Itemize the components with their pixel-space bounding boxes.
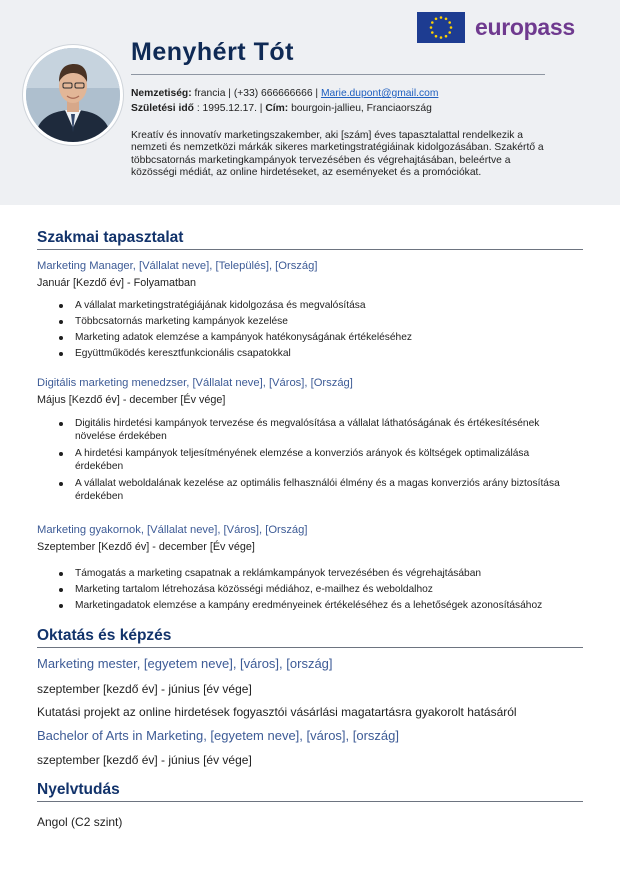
section-divider (37, 647, 583, 648)
job-title: Digitális marketing menedzser, [Vállalat neve], [Város], [Ország] (37, 377, 353, 389)
language-item: Angol (C2 szint) (37, 815, 123, 829)
nationality-label: Nemzetiség: (131, 88, 192, 99)
person-photo-icon (26, 48, 120, 142)
europass-logo: europass (475, 14, 575, 40)
avatar (26, 48, 120, 142)
job-date: Január [Kezdő év] - Folyamatban (37, 277, 197, 289)
job-title: Marketing Manager, [Vállalat neve], [Település], [Ország] (37, 260, 318, 272)
list-item: Marketing adatok elemzése a kampányok hatékonyságának értékeléséhez (37, 331, 577, 344)
profile-photo (23, 45, 123, 145)
list-item: Együttműködés keresztfunkcionális csapatokkal (37, 347, 577, 360)
list-item: Marketing tartalom létrehozása közösségi médiához, e-mailhez és weboldalhoz (37, 583, 577, 596)
name-divider (131, 74, 545, 75)
email-link[interactable]: Marie.dupont@gmail.com (320, 88, 439, 99)
education-date: szeptember [kezdő év] - június [év vége] (37, 753, 252, 767)
education-degree: Marketing mester, [egyetem neve], [város], [ország] (37, 656, 333, 671)
list-item: Többcsatornás marketing kampányok kezelése (37, 315, 577, 328)
job-title: Marketing gyakornok, [Vállalat neve], [Város], [Ország] (37, 524, 308, 536)
list-item: A hirdetési kampányok teljesítményének elemzése a konverziós arányok és költségek optimalizálása érdekében (37, 447, 567, 473)
section-title-languages: Nyelvtudás (37, 781, 120, 798)
nationality-phone: francia | (+33) 666666666 | (191, 88, 321, 99)
eu-flag-icon (417, 12, 465, 43)
list-item: A vállalat weboldalának kezelése az optimális felhasználói élmény és a magas konverziós arány biztosítása érdekében (37, 477, 567, 503)
address-label: Cím: (265, 103, 289, 114)
job-bullets (37, 299, 577, 360)
contact-line-1 (131, 88, 438, 99)
job-bullets (37, 567, 577, 612)
contact-line-2 (131, 103, 432, 114)
education-degree: Bachelor of Arts in Marketing, [egyetem neve], [város], [ország] (37, 728, 400, 743)
profile-summary: Kreatív és innovatív marketingszakember, aki [szám] éves tapasztalattal rendelkezik a nemzeti és nemzetközi márkák sikeres marketingstratégiáinak kidolgozásában. Szakértő a többcsatornás marketingkampányok tervezésében és végrehajtásában, beleértve a közösségi médiát, az online hirdetéseket, az eseményeket és a promóciókat. (131, 130, 544, 178)
section-title-experience: Szakmai tapasztalat (37, 229, 184, 246)
birth-value: : 1995.12.17. | (193, 103, 266, 114)
job-date: Szeptember [Kezdő év] - december [Év vége] (37, 541, 255, 553)
list-item: Marketingadatok elemzése a kampány eredményeinek értékeléséhez és a lehetőségek azonosításához (37, 599, 577, 612)
list-item: Digitális hirdetési kampányok tervezése és megvalósítása a vállalat láthatóságának és értékesítésének növelése érdekében (37, 417, 567, 443)
section-divider (37, 249, 583, 250)
list-item: A vállalat marketingstratégiájának kidolgozása és megvalósítása (37, 299, 577, 312)
job-date: Május [Kezdő év] - december [Év vége] (37, 394, 226, 406)
list-item: Támogatás a marketing csapatnak a reklámkampányok tervezésében és végrehajtásában (37, 567, 577, 580)
address-value: bourgoin-jallieu, Franciaország (288, 103, 432, 114)
education-note: Kutatási projekt az online hirdetések fogyasztói vásárlási magatartásra gyakorolt hatásáról (37, 705, 517, 719)
section-divider (37, 801, 583, 802)
education-date: szeptember [kezdő év] - június [év vége] (37, 682, 252, 696)
person-name: Menyhért Tót (131, 38, 294, 66)
section-title-education: Oktatás és képzés (37, 627, 172, 644)
birth-label: Születési idő (131, 103, 194, 114)
job-bullets (37, 417, 577, 503)
